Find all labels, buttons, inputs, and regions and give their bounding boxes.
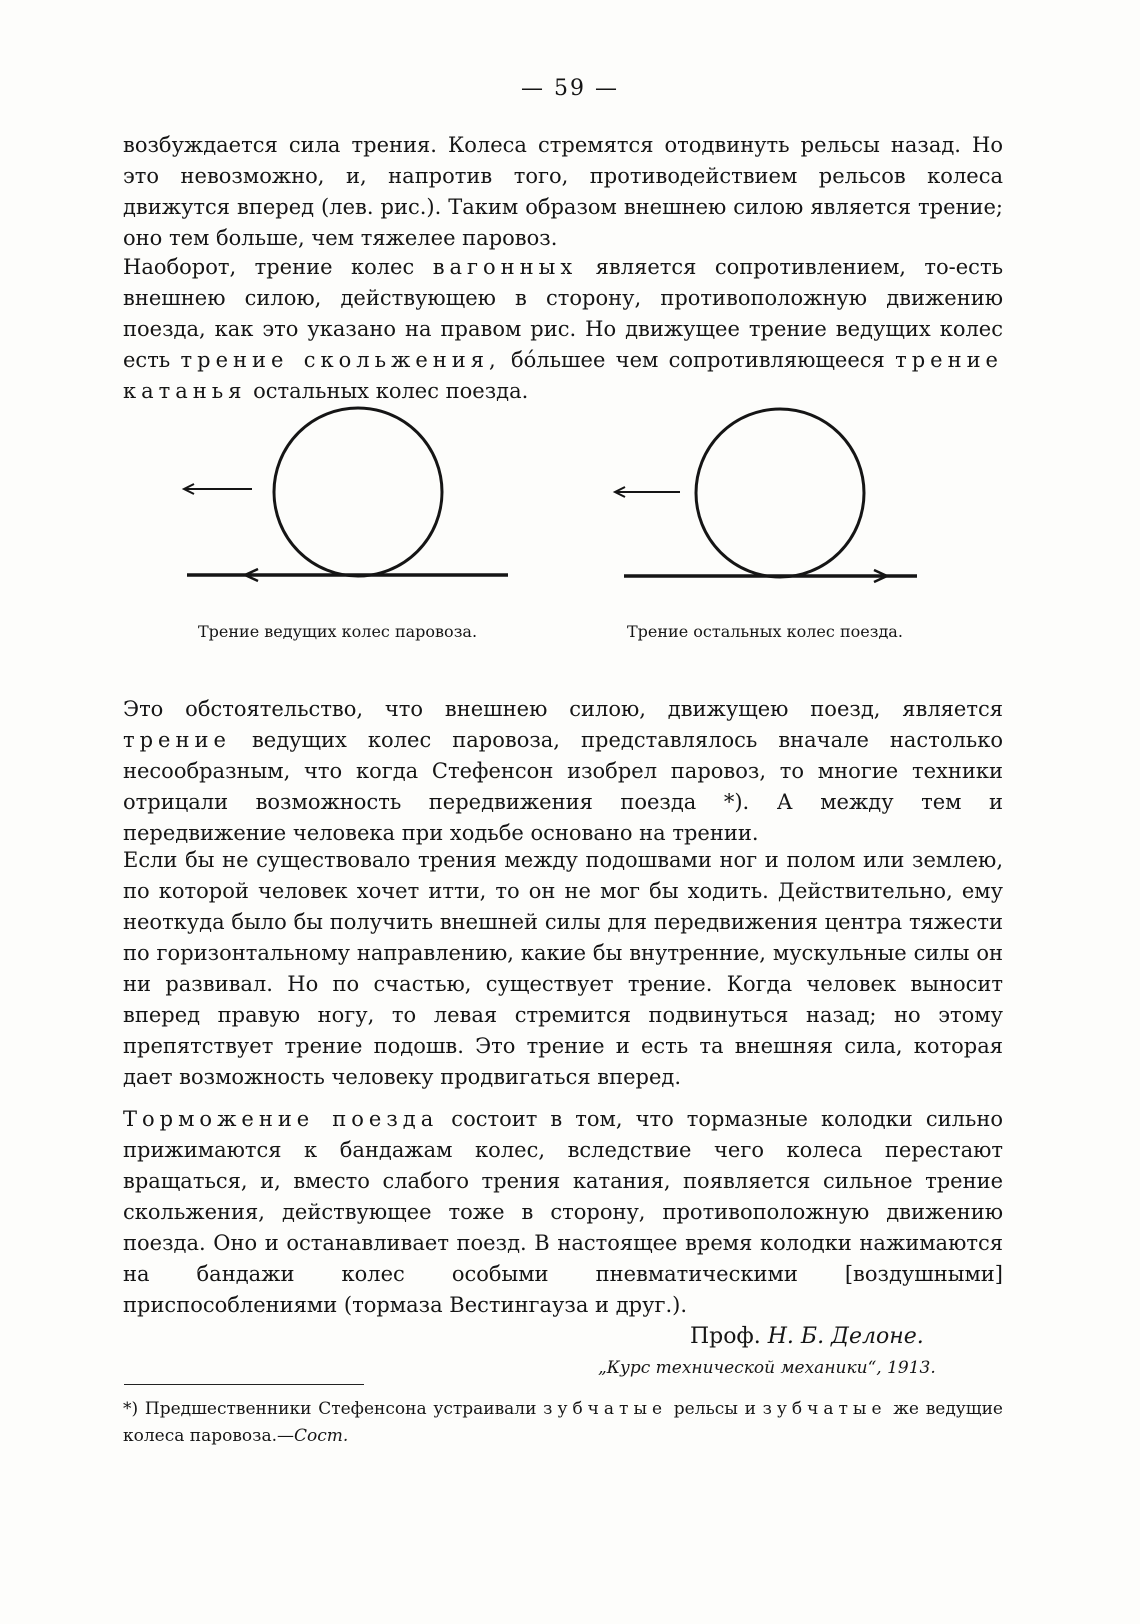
left-wheel-circle	[274, 408, 442, 576]
signature-title: Проф.	[690, 1324, 761, 1349]
figure-right-train-wheel	[615, 409, 917, 582]
emphasis-sliding-friction: трение скольжения,	[180, 348, 501, 372]
paragraph-3	[123, 694, 1003, 849]
emphasis-rolling-friction: трение катанья	[123, 348, 1003, 403]
text-run: рельсы и	[667, 1399, 763, 1419]
right-wheel-circle	[696, 409, 864, 577]
paragraph-4: Если бы не существовало трения между подошвами ног и полом или землею, по которой человек хочет итти, то он не мог бы ходить. Действительно, ему неоткуда было бы получить внешней силы для передвижения центра тяжести по горизонтальному направлению, какие бы внутренние, мускульные силы он ни развивал. Но по счастью, существует трение. Когда человек выносит вперед правую ногу, то левая стремится подвинуться назад; но этому препятствует трение подошв. Это трение и есть та внешняя сила, которая дает возможность человеку продвигаться вперед.	[123, 848, 1003, 1089]
emphasis-braking: Торможение поезда	[123, 1107, 439, 1131]
paragraph-2	[123, 252, 1003, 407]
text-run: *) Предшественники Стефенсона устраивали	[123, 1399, 544, 1419]
page-number: — 59 —	[521, 76, 619, 101]
friction-figures	[0, 405, 1140, 605]
text-run: остальных колес поезда.	[246, 379, 529, 403]
paragraph-1: возбуждается сила трения. Колеса стремятся отодвинуть рельсы назад. Но это невозможно, и, напротив того, противодействием рельсов колеса движутся вперед (лев. рис.). Таким образом внешнею силою является трение; оно тем больше, чем тяжелее паровоз.	[123, 133, 1003, 250]
text-run: Наоборот, трение колес	[123, 255, 433, 279]
signature-name: Н. Б. Делоне.	[767, 1324, 924, 1349]
footnote	[123, 1396, 1003, 1450]
text-run: является сопротивлением, то-есть внешнею силою, действующею в сторону, противоположную движению поезда, как это указано на правом рис. Но движущее трение ведущих колес есть	[123, 255, 1003, 372]
figure-left-caption: Трение ведущих колес паровоза.	[198, 622, 478, 641]
text-run: ведущих колес паровоза, представлялось вначале настолько несообразным, что когда Стефенсон изобрел паровоз, то многие техники отрицали возможность передвижения поезда *). А между тем и передвижение человека при ходьбе основано на трении.	[123, 728, 1003, 845]
emphasis-trenie: трение	[123, 728, 231, 752]
figure-left-locomotive-wheel	[184, 408, 508, 581]
signature-source: „Курс технической механики“, 1913.	[598, 1358, 936, 1378]
emphasis-zubchatye: зубчатые	[762, 1399, 887, 1419]
text-run: бо́льшее чем сопротивляющееся	[500, 348, 896, 372]
paragraph-5	[123, 1104, 1003, 1321]
text-run: состоит в том, что тормазные колодки сильно прижимаются к бандажам колес, вследствие чего колеса перестают вращаться, и, вместо слабого трения катания, появляется сильное трение скольжения, действующее тоже в сторону, противоположную движению поезда. Оно и останавливает поезд. В настоящее время колодки нажимаются на бандажи колес особыми пневматическими [воздушными] приспособлениями (тормаза Вестингауза и друг.).	[123, 1107, 1003, 1317]
emphasis-zubchatye: зубчатые	[543, 1399, 668, 1419]
footnote-divider	[124, 1384, 364, 1385]
emphasis-vagonnyh: вагонных	[432, 255, 578, 279]
figure-right-caption: Трение остальных колес поезда.	[627, 622, 903, 641]
text-run: Это обстоятельство, что внешнею силою, движущею поезд, является	[123, 697, 1003, 721]
signature-author	[690, 1324, 924, 1349]
footnote-abbr: Сост.	[293, 1426, 349, 1446]
text-run: же ведущие колеса паровоза.—	[123, 1399, 1003, 1446]
